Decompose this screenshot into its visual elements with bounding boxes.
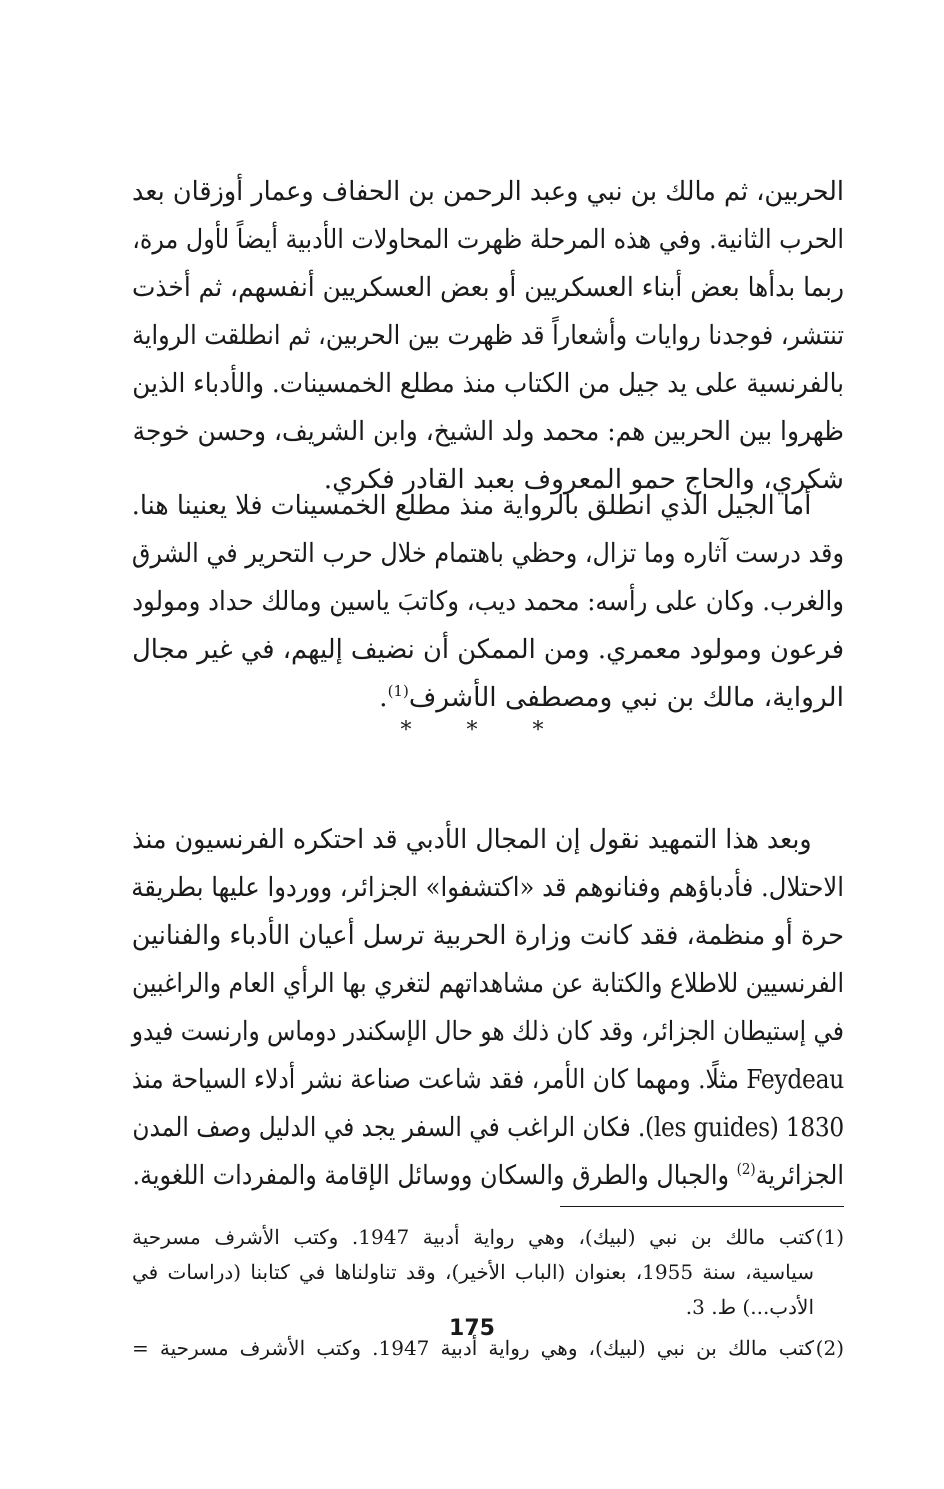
footnote-ref-1[interactable]: (1) [387,682,409,701]
footnote-number: (2) [815,1336,844,1360]
text-line: الحربين، ثم مالك بن نبي وعبد الرحمن بن الحفاف وعمار أوزقان بعد [131,176,844,207]
footnote-line: سياسية، سنة 1955، بعنوان (الباب الأخير)، وقد تناولناها في كتابنا (دراسات في [132,1260,815,1284]
footnote-number: (1) [815,1225,844,1249]
footnote-ref-2[interactable]: (2) [736,1160,756,1179]
text-fragment: الجزائرية [755,1160,844,1191]
text-fragment: والجبال والطرق والسكان ووسائل الإقامة والمفردات اللغوية. [132,1160,737,1191]
text-line: ربما بدأها بعض أبناء العسكريين أو بعض العسكريين أنفسهم، ثم أخذت [131,272,844,303]
text-line: الفرنسيين للاطلاع والكتابة عن مشاهداتهم لتغري بها الرأي العام والراغبين [131,968,845,999]
text-line-last [132,674,844,722]
text-line: حرة أو منظمة، فقد كانت وزارة الحربية ترسل أعيان الأدباء والفنانين [131,920,844,951]
text-line-last [132,1152,844,1200]
footnote-divider [560,1206,844,1207]
footnote-1 [132,1220,844,1325]
text-fragment: . [379,682,388,713]
text-line: Feydeau مثلًا. ومهما كان الأمر، فقد شاعت صناعة نشر أدلاء السياحة منذ [131,1064,844,1095]
page-number: 175 [449,1316,495,1341]
text-line: شكري، والحاج حمو المعروف بعبد القادر فكري. [323,464,844,495]
paragraph-2 [132,482,844,722]
footnotes [132,1220,844,1366]
paragraph-1 [132,168,844,504]
footnote-line: كتب مالك بن نبي (لبيك)، وهي رواية أدبية 1947. وكتب الأشرف مسرحية [132,1225,815,1249]
footnote-line: كتب مالك بن نبي (لبيك)، وهي رواية أدبية 1947. وكتب الأشرف مسرحية = [132,1336,814,1360]
text-line: أما الجيل الذي انطلق بالرواية منذ مطلع الخمسينات فلا يعنينا هنا. [131,490,812,521]
section-separator: * * * [400,718,544,743]
text-line: والغرب. وكان على رأسه: محمد ديب، وكاتبَ ياسين ومالك حداد ومولود [132,586,844,617]
footnote-line: الأدب...) ط. 3. [685,1295,814,1319]
text-line: ظهروا بين الحربين هم: محمد ولد الشيخ، وابن الشريف، وحسن خوجة [132,416,844,447]
text-line: الحرب الثانية. وفي هذه المرحلة ظهرت المحاولات الأدبية أيضاً لأول مرة، [132,224,844,255]
text-line: وقد درست آثاره وما تزال، وحظي باهتمام خلال حرب التحرير في الشرق [131,538,844,569]
text-line: الاحتلال. فأدباؤهم وفنانوهم قد «اكتشفوا» الجزائر، ووردوا عليها بطريقة [131,872,844,903]
footnote-text [132,1220,814,1325]
text-line: بالفرنسية على يد جيل من الكتاب منذ مطلع الخمسينات. والأدباء الذين [132,368,844,399]
text-line: فرعون ومولود معمري. ومن الممكن أن نضيف إليهم، في غير مجال [132,634,844,665]
text-line: تنتشر، فوجدنا روايات وأشعاراً قد ظهرت بين الحربين، ثم انطلقت الرواية [132,320,845,351]
text-line: 1830 (les guides). فكان الراغب في السفر يجد في الدليل وصف المدن [132,1112,844,1143]
text-fragment: الرواية، مالك بن نبي ومصطفى الأشرف [408,682,844,713]
text-line: في إستيطان الجزائر، وقد كان ذلك هو حال الإسكندر دوماس وارنست فيدو [131,1016,844,1047]
paragraph-3 [132,816,844,1200]
text-line: وبعد هذا التمهيد نقول إن المجال الأدبي قد احتكره الفرنسيون منذ [132,824,812,855]
